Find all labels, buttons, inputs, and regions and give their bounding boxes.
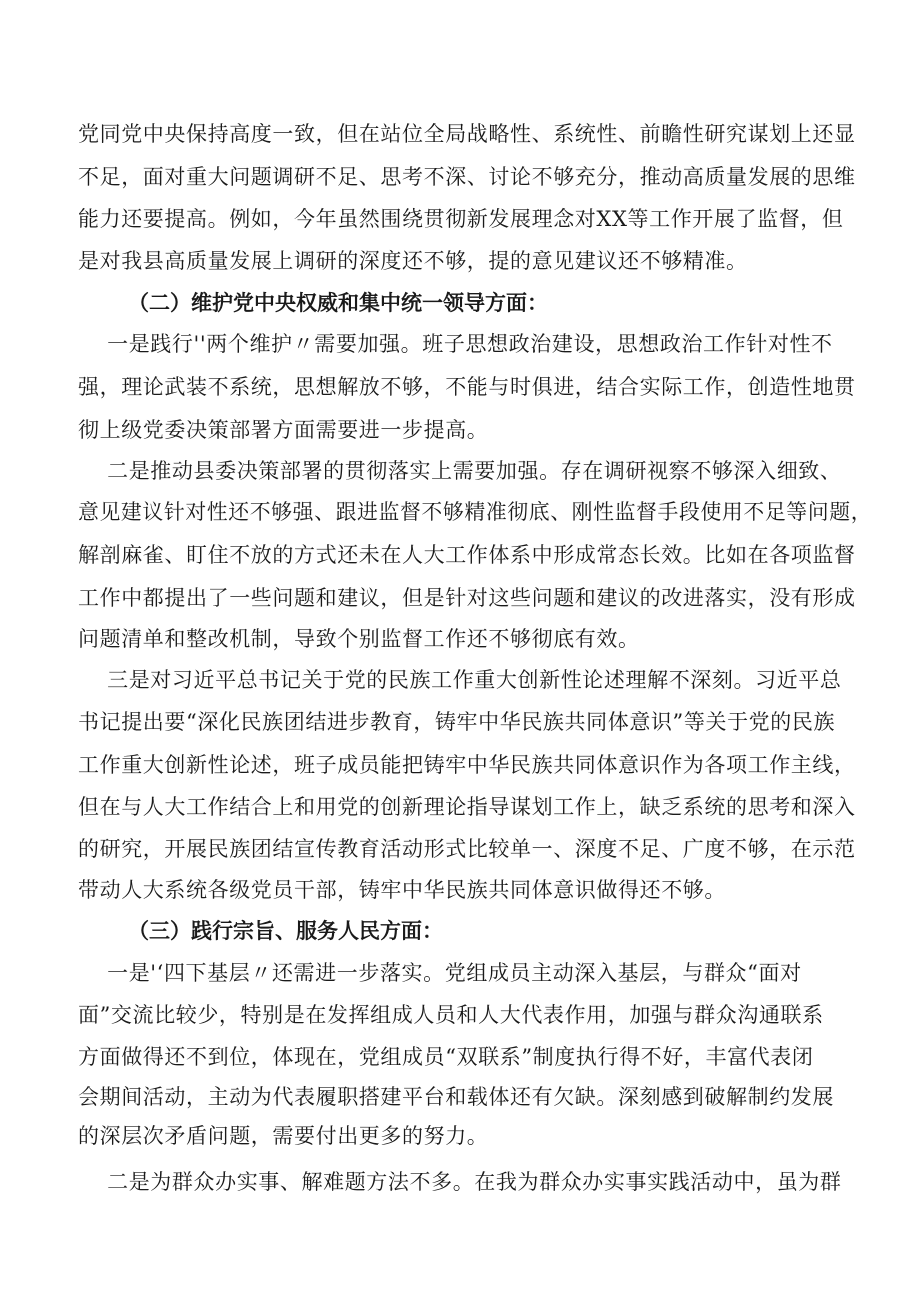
paragraph-line: 工作重大创新性论述，班子成员能把铸牢中华民族共同体意识作为各项工作主线， <box>78 753 856 777</box>
paragraph-line: 意见建议针对性还不够强、跟进监督不够精准彻底、刚性监督手段使用不足等问题， <box>78 500 873 524</box>
paragraph-line: 方面做得还不到位，体现在，党组成员“双联系”制度执行得不好，丰富代表闭 <box>78 1045 814 1069</box>
paragraph-line: 面”交流比较少，特别是在发挥组成人员和人大代表作用，加强与群众沟通联系 <box>78 1003 824 1027</box>
paragraph-line: 带动人大系统各级党员干部，铸牢中华民族共同体意识做得还不够。 <box>78 878 726 902</box>
paragraph-line: 会期间活动，主动为代表履职搭建平台和载体还有欠缺。深刻感到破解制约发展 <box>78 1085 834 1109</box>
section-heading-2: （二）维护党中央权威和集中统一领导方面： <box>128 291 548 315</box>
paragraph-line: 二是为群众办实事、解难题方法不多。在我为群众办实事实践活动中，虽为群 <box>78 1170 842 1194</box>
paragraph-line: 一是'‘四下基层〃还需进一步落实。党组成员主动深入基层，与群众“面对 <box>78 961 802 985</box>
paragraph-line: 能力还要提高。例如，今年虽然围绕贯彻新发展理念对XX等工作开展了监督，但 <box>78 207 844 231</box>
paragraph-line: 三是对习近平总书记关于党的民族工作重大创新性论述理解不深刻。习近平总 <box>78 668 842 692</box>
paragraph-line: 二是推动县委决策部署的贯彻落实上需要加强。存在调研视察不够深入细致、 <box>78 459 842 483</box>
paragraph-line: 的研究，开展民族团结宣传教育活动形式比较单一、深度不足、广度不够，在示范 <box>78 837 856 861</box>
paragraph-line: 强，理论武装不系统，思想解放不够，不能与时俱进，结合实际工作，创造性地贯 <box>78 375 856 399</box>
paragraph-line: 党同党中央保持高度一致，但在站位全局战略性、系统性、前瞻性研究谋划上还显 <box>78 122 856 146</box>
paragraph-line: 问题清单和整改机制，导致个别监督工作还不够彻底有效。 <box>78 627 640 651</box>
paragraph-line: 是对我县高质量发展上调研的深度还不够，提的意见建议还不够精准。 <box>78 249 748 273</box>
paragraph-line: 不足，面对重大问题调研不足、思考不深、讨论不够充分，推动高质量发展的思维 <box>78 165 856 189</box>
section-heading-3: （三）践行宗旨、服务人民方面： <box>128 919 443 943</box>
paragraph-line: 书记提出要“深化民族团结进步教育，铸牢中华民族共同体意识”等关于党的民族 <box>78 710 836 734</box>
paragraph-line: 解剖麻雀、盯住不放的方式还未在人大工作体系中形成常态长效。比如在各项监督 <box>78 543 856 567</box>
paragraph-line: 但在与人大工作结合上和用党的创新理论指导谋划工作上，缺乏系统的思考和深入 <box>78 795 856 819</box>
paragraph-line: 一是践行''两个维护〃需要加强。班子思想政治建设，思想政治工作针对性不 <box>78 332 833 356</box>
paragraph-line: 的深层次矛盾问题，需要付出更多的努力。 <box>78 1124 489 1148</box>
paragraph-line: 工作中都提出了一些问题和建议，但是针对这些问题和建议的改进落实，没有形成 <box>78 586 856 610</box>
paragraph-line: 彻上级党委决策部署方面需要进一步提高。 <box>78 418 489 442</box>
